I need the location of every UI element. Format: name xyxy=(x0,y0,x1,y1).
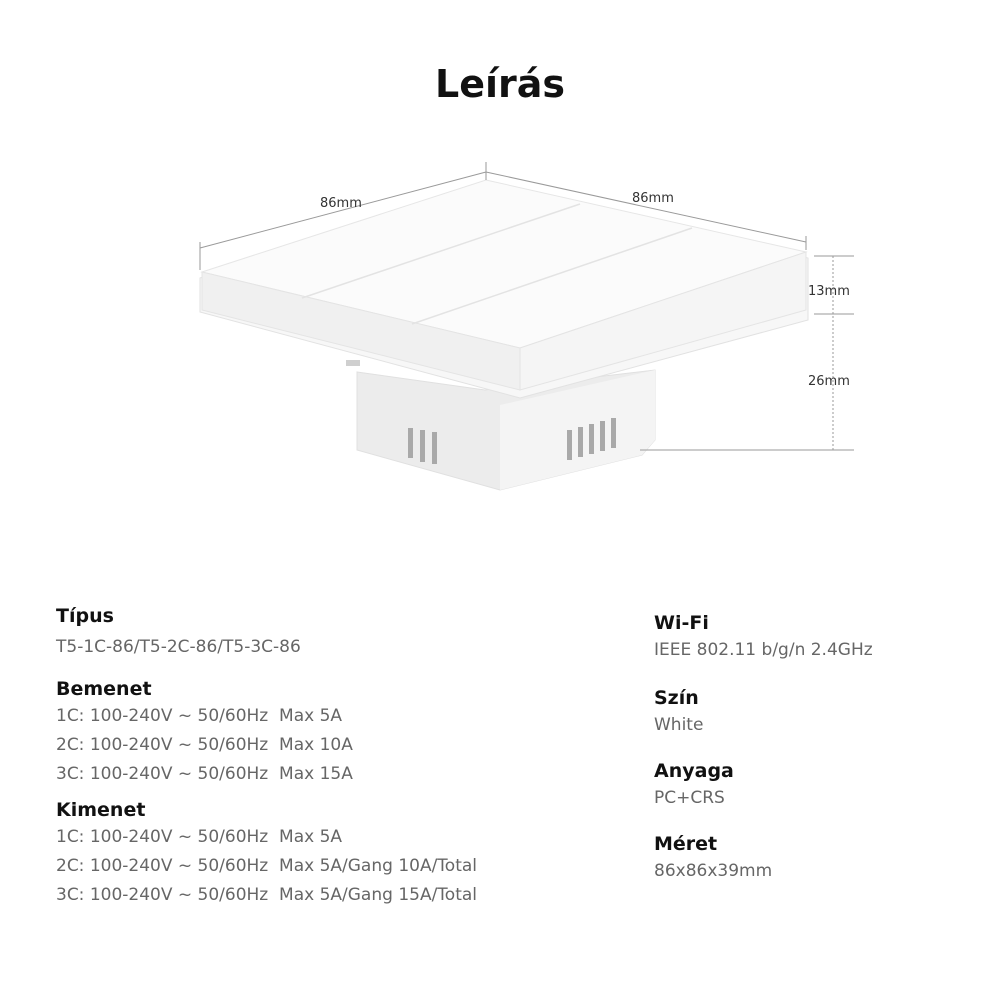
spec-szin xyxy=(654,685,873,740)
spec-kimenet-line: 2C: 100-240V ~ 50/60Hz Max 5A/Gang 10A/Total xyxy=(56,856,478,876)
spec-bemenet-line: 3C: 100-240V ~ 50/60Hz Max 15A xyxy=(56,764,353,784)
spec-bemenet xyxy=(56,676,477,789)
spec-bemenet-line: 1C: 100-240V ~ 50/60Hz Max 5A xyxy=(56,706,343,726)
spec-tipus xyxy=(56,603,477,662)
spec-meret-heading: Méret xyxy=(654,833,718,855)
spec-szin-heading: Szín xyxy=(654,687,699,709)
spec-wifi-value: IEEE 802.11 b/g/n 2.4GHz xyxy=(654,640,873,660)
spec-bemenet-line: 2C: 100-240V ~ 50/60Hz Max 10A xyxy=(56,735,353,755)
panel-height-label: 13mm xyxy=(808,284,850,299)
spec-kimenet-line: 3C: 100-240V ~ 50/60Hz Max 5A/Gang 15A/Total xyxy=(56,885,478,905)
width-right-label: 86mm xyxy=(632,191,674,206)
spec-meret xyxy=(654,831,873,886)
spec-wifi xyxy=(654,610,873,665)
spec-wifi-heading: Wi-Fi xyxy=(654,612,709,634)
width-left-label: 86mm xyxy=(320,196,362,211)
spec-tipus-value: T5-1C-86/T5-2C-86/T5-3C-86 xyxy=(56,637,301,657)
spec-kimenet-line: 1C: 100-240V ~ 50/60Hz Max 5A xyxy=(56,827,343,847)
spec-tipus-heading: Típus xyxy=(56,605,114,627)
spec-meret-value: 86x86x39mm xyxy=(654,861,773,881)
product-illustration xyxy=(180,150,880,510)
specs-right-column xyxy=(654,610,873,886)
spec-anyaga-value: PC+CRS xyxy=(654,788,725,808)
box-depth-label: 26mm xyxy=(808,374,850,389)
spec-bemenet-heading: Bemenet xyxy=(56,678,152,700)
switch-drawing xyxy=(180,150,880,510)
spec-kimenet-heading: Kimenet xyxy=(56,799,146,821)
spec-anyaga-heading: Anyaga xyxy=(654,760,734,782)
specs-left-column xyxy=(56,603,477,910)
spec-anyaga xyxy=(654,758,873,813)
page-title: Leírás xyxy=(434,62,565,106)
spec-kimenet xyxy=(56,797,477,910)
spec-szin-value: White xyxy=(654,715,704,735)
